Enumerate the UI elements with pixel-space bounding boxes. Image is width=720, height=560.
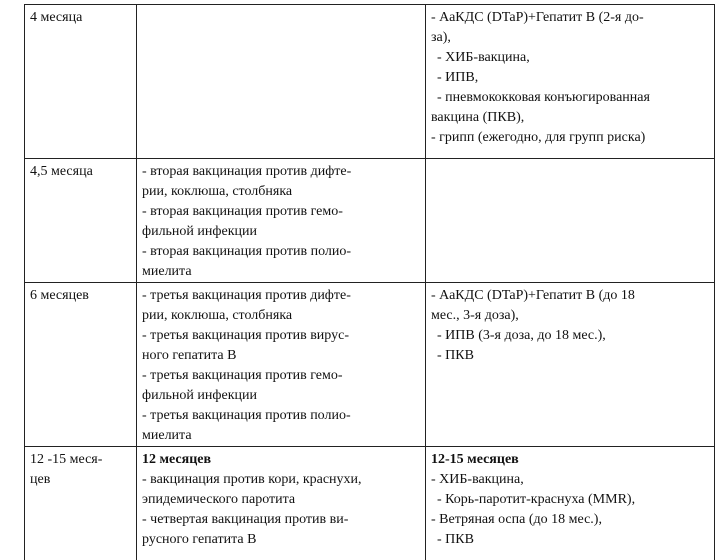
list-item: рии, коклюша, столбняка: [142, 306, 421, 326]
list-item: - вакцинация против кори, краснухи,: [142, 470, 421, 490]
section-header: 12 месяцев: [142, 450, 421, 470]
list-item: - грипп (ежегодно, для групп риска): [431, 128, 710, 148]
vaccination-cell: [137, 159, 426, 283]
list-item: - ХИБ-вакцина,: [431, 48, 710, 68]
list-item: миелита: [142, 262, 421, 282]
list-item: - третья вакцинация против дифте-: [142, 286, 421, 306]
list-item: - ПКВ: [431, 346, 710, 366]
list-item: - ИПВ (3-я доза, до 18 мес.),: [431, 326, 710, 346]
recommendation-cell: [426, 283, 715, 447]
age-label: 4,5 месяца: [30, 162, 132, 182]
list-item: - АаКДС (DTaP)+Гепатит В (до 18: [431, 286, 710, 306]
list-item: русного гепатита В: [142, 530, 421, 550]
list-item: фильной инфекции: [142, 222, 421, 242]
list-item: вакцина (ПКВ),: [431, 108, 710, 128]
list-item: - ПКВ: [431, 530, 710, 550]
table-row: [25, 5, 715, 159]
list-item: - АаКДС (DTaP)+Гепатит В (2-я до-: [431, 8, 710, 28]
recommendation-cell: [426, 447, 715, 560]
table-row: [25, 283, 715, 447]
list-item: - ИПВ,: [431, 68, 710, 88]
list-item: ного гепатита В: [142, 346, 421, 366]
age-cell: [25, 447, 137, 560]
age-label: 4 месяца: [30, 8, 132, 28]
age-label-line: цев: [30, 470, 132, 490]
vaccination-cell: [137, 5, 426, 159]
list-item: - ХИБ-вакцина,: [431, 470, 710, 490]
section-header: 12-15 месяцев: [431, 450, 710, 470]
age-label-line: 12 -15 меся-: [30, 450, 132, 470]
list-item: фильной инфекции: [142, 386, 421, 406]
list-item: - Ветряная оспа (до 18 мес.),: [431, 510, 710, 530]
age-cell: [25, 5, 137, 159]
list-item: эпидемического паротита: [142, 490, 421, 510]
list-item: - вторая вакцинация против дифте-: [142, 162, 421, 182]
list-item: - третья вакцинация против гемо-: [142, 366, 421, 386]
recommendation-cell: [426, 159, 715, 283]
list-item: миелита: [142, 426, 421, 446]
age-label: 6 месяцев: [30, 286, 132, 306]
list-item: - четвертая вакцинация против ви-: [142, 510, 421, 530]
table-row: [25, 159, 715, 283]
list-item: - третья вакцинация против вирус-: [142, 326, 421, 346]
age-cell: [25, 159, 137, 283]
age-cell: [25, 283, 137, 447]
table-row: [25, 447, 715, 560]
list-item: - вторая вакцинация против полио-: [142, 242, 421, 262]
recommendation-cell: [426, 5, 715, 159]
list-item: за),: [431, 28, 710, 48]
list-item: мес., 3-я доза),: [431, 306, 710, 326]
list-item: - Корь-паротит-краснуха (MMR),: [431, 490, 710, 510]
vaccination-cell: [137, 283, 426, 447]
vaccination-cell: [137, 447, 426, 560]
vaccination-schedule-table: [24, 4, 715, 560]
list-item: - вторая вакцинация против гемо-: [142, 202, 421, 222]
list-item: - третья вакцинация против полио-: [142, 406, 421, 426]
list-item: - пневмококковая конъюгированная: [431, 88, 710, 108]
list-item: рии, коклюша, столбняка: [142, 182, 421, 202]
